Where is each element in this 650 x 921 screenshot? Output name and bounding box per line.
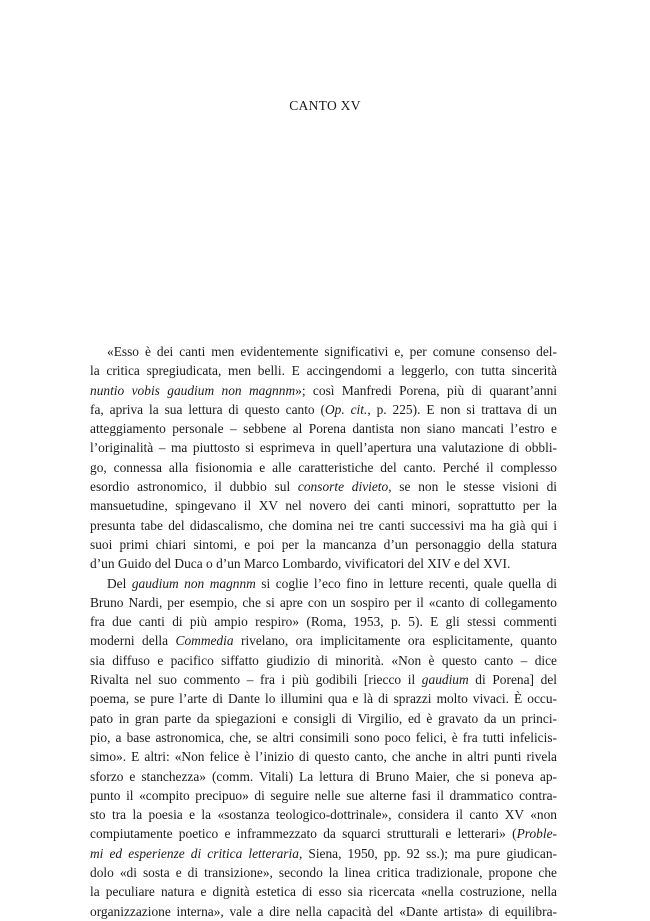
text-line: sto tra la poesia e la «sostanza teologico-dottrinale», considera il canto XV «non bbox=[90, 807, 557, 823]
text-line: pio, a base astronomica, che, se altri consimili sono poco felici, è fra tutti infelicis- bbox=[90, 729, 557, 745]
text-line: l’originalità – ma piuttosto si esprimeva in quell’apertura una valutazione di obbli- bbox=[90, 440, 557, 456]
text-line: d’un Guido del Duca o d’un Marco Lombardo, vivificatori del XIV e del XVI. bbox=[90, 556, 511, 572]
text-line: nuntio vobis gaudium non magnnm»; così Manfredi Porena, più di quarant’anni bbox=[90, 382, 557, 398]
text-line: «Esso è dei canti men evidentemente significativi e, per comune consenso del- bbox=[107, 344, 557, 359]
text-line: poema, se pure l’arte di Dante lo illumini qua e là di sprazzi molto vivaci. È occu- bbox=[90, 691, 557, 707]
text-line: atteggiamento personale – sebbene al Porena dantista non siano mancati l’estro e bbox=[90, 421, 557, 437]
text-line: esordio astronomico, il dubbio sul consorte divieto, se non le stesse visioni di bbox=[90, 479, 558, 495]
paragraph bbox=[90, 342, 557, 574]
text-line: mansuetudine, spingevano il XV nel novero dei canti minori, soprattutto per la bbox=[90, 498, 557, 514]
text-line: punto il «compito precipuo» di seguire nelle sue alterne fasi il drammatico contra- bbox=[90, 787, 557, 803]
text-line: Del gaudium non magnnm si coglie l’eco fino in letture recenti, quale quella di bbox=[107, 575, 557, 591]
text-line: fa, apriva la sua lettura di questo canto (Op. cit., p. 225). E non si trattava di un bbox=[90, 401, 557, 417]
body-text bbox=[90, 342, 557, 921]
text-line: mi ed esperienze di critica letteraria, Siena, 1950, pp. 92 ss.); ma pure giudican- bbox=[90, 845, 557, 861]
text-line: compiutamente poetico e inframmezzato da squarci strutturali e letterari» (Proble- bbox=[90, 826, 557, 842]
text-line: fra due canti di più ampio respiro» (Roma, 1953, p. 5). E gli stessi commenti bbox=[90, 614, 557, 630]
text-line: sforzo e stanchezza» (comm. Vitali) La lettura di Bruno Maier, che si poneva ap- bbox=[90, 768, 557, 784]
chapter-title: CANTO XV bbox=[289, 98, 361, 113]
text-line: moderni della Commedia rivelano, ora implicitamente ora esplicitamente, quanto bbox=[90, 633, 557, 649]
text-line: Bruno Nardi, per esempio, che si apre con un sospiro per il «canto di collegamento bbox=[90, 594, 557, 610]
text-line: go, connessa alla fisionomia e alle caratteristiche del canto. Perché il complesso bbox=[90, 459, 557, 475]
text-line: sia diffuso e pacifico siffatto giudizio di minorità. «Non è questo canto – dice bbox=[90, 652, 557, 668]
text-line: Rivalta nel suo commento – fra i più godibili [riecco il gaudium di Porena] del bbox=[90, 672, 557, 688]
text-line: presunta tabe del didascalismo, che domina nei tre canti successivi ma ha già qui i bbox=[90, 517, 557, 533]
text-line: dolo «di sosta e di transizione», secondo la linea critica tradizionale, propone che bbox=[90, 865, 557, 881]
text-line: simo». E altri: «Non felice è l’inizio di questo canto, che anche in altri punti rivela bbox=[90, 749, 557, 765]
text-line: la peculiare natura e dignità estetica di esso sia ricercata «nella costruzione, nella bbox=[90, 884, 557, 900]
paragraph bbox=[90, 574, 557, 921]
text-line: la critica spregiudicata, men belli. E accingendomi a leggerlo, con tutta sincerità bbox=[90, 363, 557, 379]
text-line: organizzazione interna», vale a dire nella capacità del «Dante artista» di equilibra- bbox=[90, 903, 557, 919]
text-line: suoi primi chiari sintomi, e poi per la mancanza d’un personaggio della statura bbox=[90, 536, 557, 552]
text-line: pato in gran parte da spiegazioni e consigli di Virgilio, ed è gravato da un princi- bbox=[90, 710, 557, 726]
